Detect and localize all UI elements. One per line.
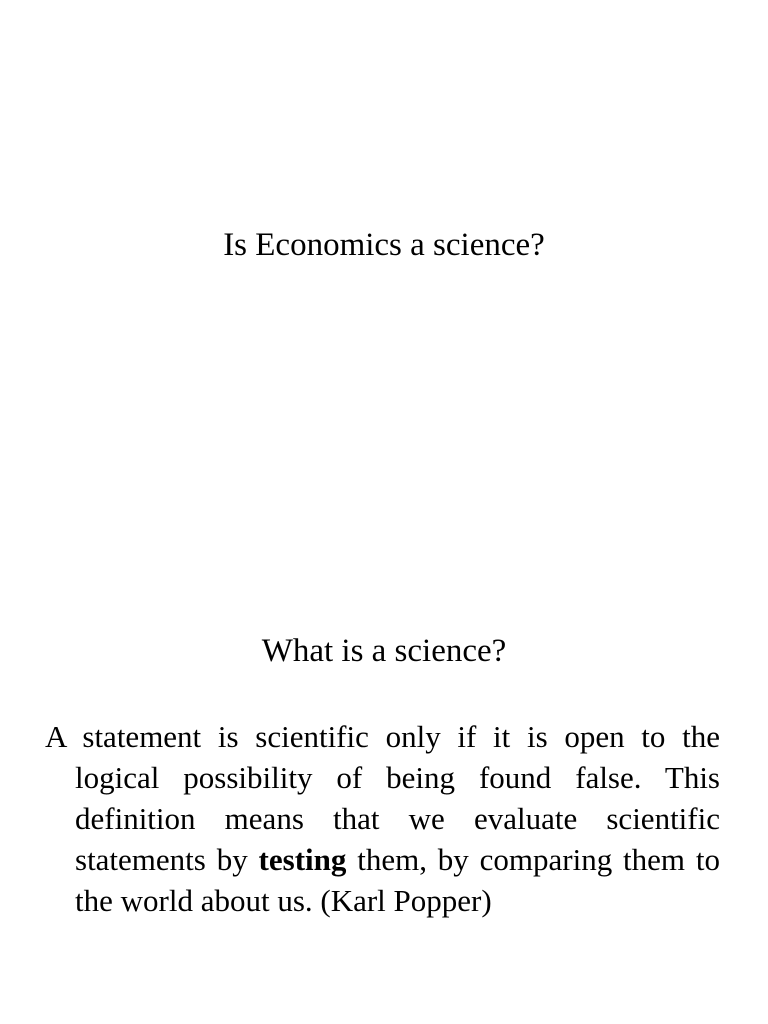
- slide-1-title: Is Economics a science?: [223, 227, 545, 263]
- slide-2-title: What is a science?: [261, 633, 507, 669]
- paragraph-bold-word: testing: [258, 842, 347, 877]
- slide-2: [0, 512, 768, 1024]
- paragraph-text-before-bold: A statement is scientific only if it is open to the logical possibility of being found false. This definition means that we evaluate scientific statements by: [45, 719, 720, 877]
- popper-definition-paragraph: [45, 716, 720, 921]
- paragraph-text-after-bold: them, by comparing them to the world about us. (Karl Popper): [75, 842, 720, 918]
